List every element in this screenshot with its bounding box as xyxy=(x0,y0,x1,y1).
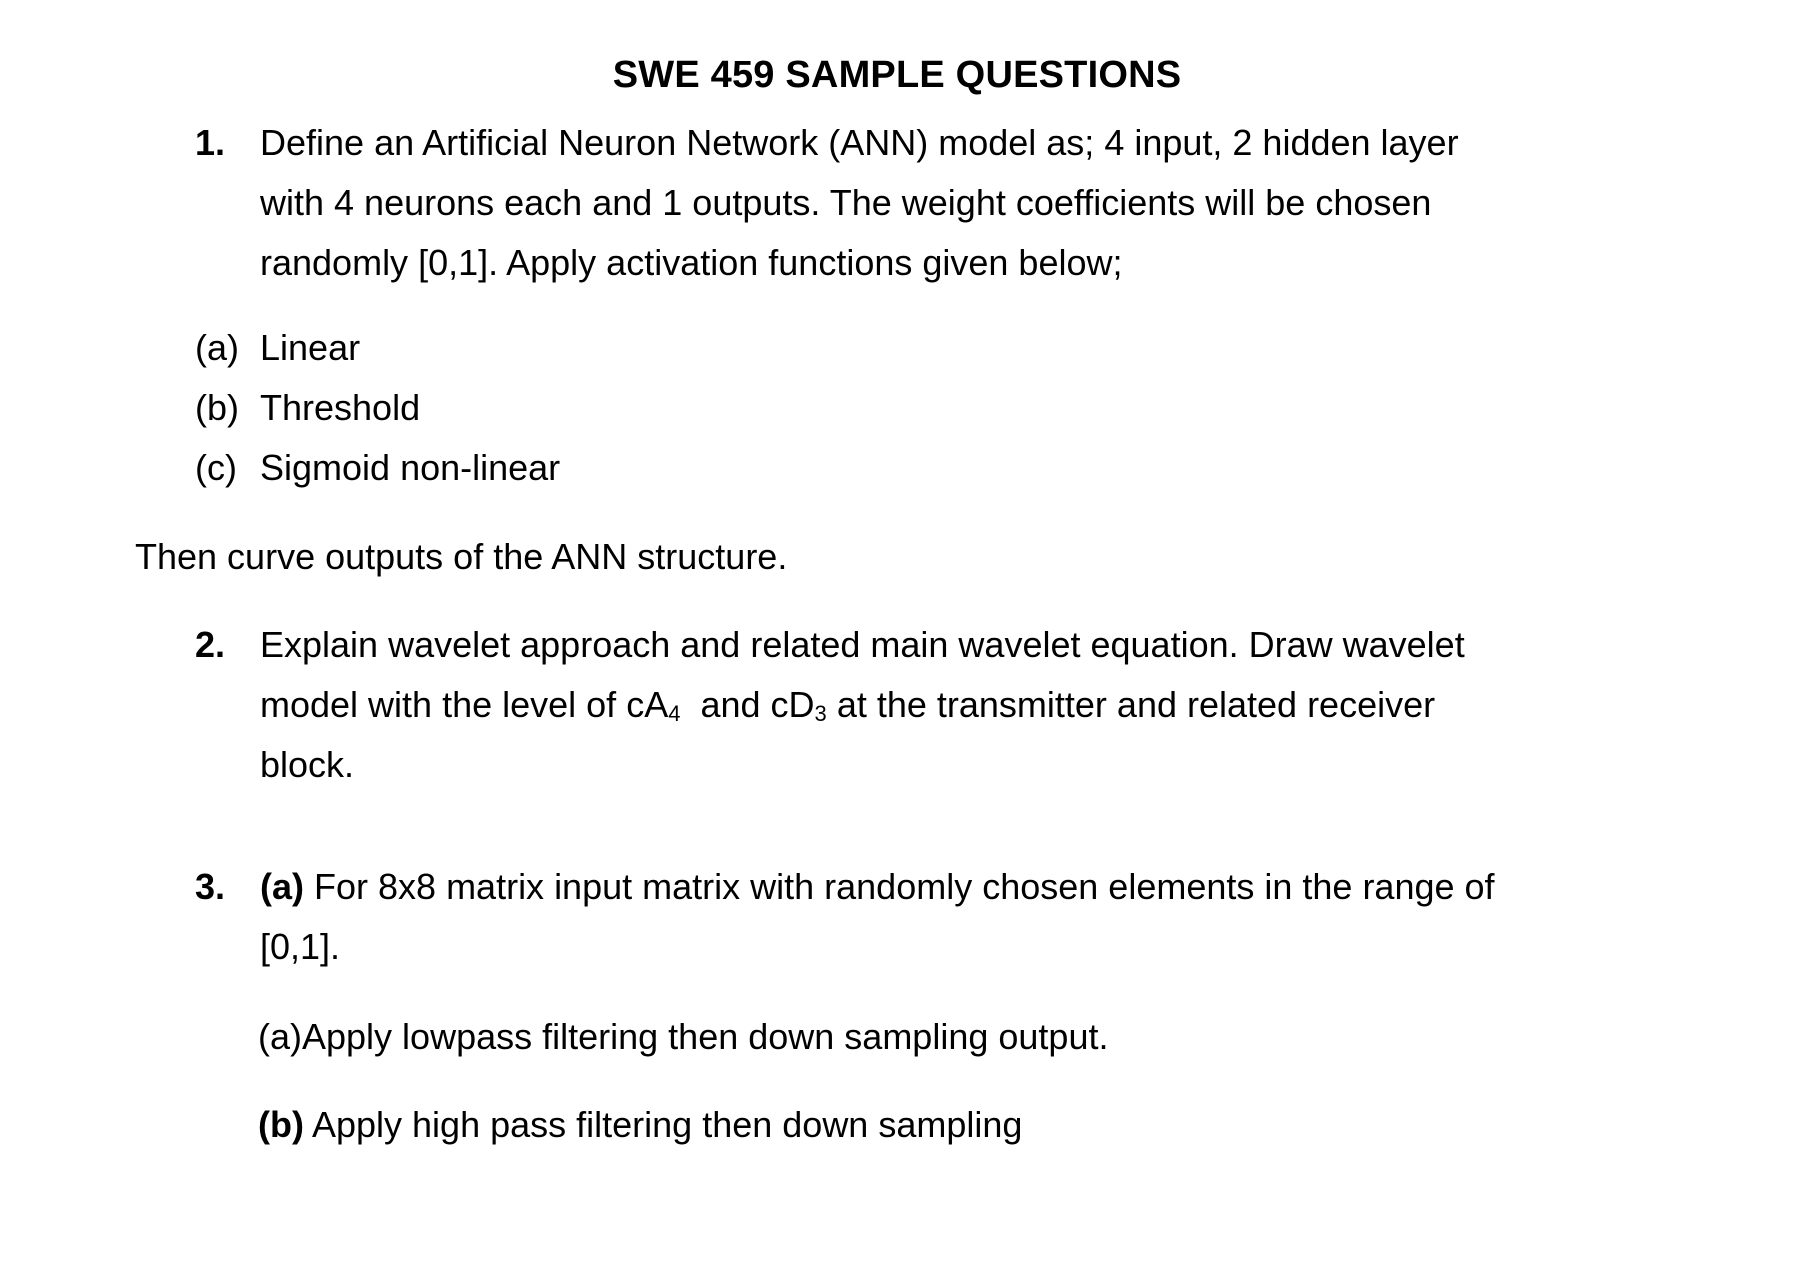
question-3-label-b: (b) xyxy=(258,1104,304,1145)
question-1-text xyxy=(260,113,1700,293)
question-3-subitem-a: (a)Apply lowpass filtering then down sampling output. xyxy=(258,1016,1109,1057)
question-3-line-1 xyxy=(260,857,1700,917)
question-3-line-1-text: For 8x8 matrix input matrix with randomly chosen elements in the range of xyxy=(314,866,1495,907)
question-2-number: 2. xyxy=(195,624,226,665)
item-c-marker: (c) xyxy=(195,447,237,488)
document-title: SWE 459 SAMPLE QUESTIONS xyxy=(612,54,1182,96)
question-2-line-3: block. xyxy=(260,744,355,785)
question-1-line-2: with 4 neurons each and 1 outputs. The weight coefficients will be chosen xyxy=(260,182,1432,223)
question-1-followup: Then curve outputs of the ANN structure. xyxy=(135,536,788,577)
question-3-line-2: [0,1]. xyxy=(260,926,341,967)
question-2-text xyxy=(260,615,1700,795)
question-1-item-a xyxy=(195,318,360,378)
question-3-subitem-b-text: Apply high pass filtering then down sampling xyxy=(311,1104,1023,1145)
item-b-marker: (b) xyxy=(195,387,239,428)
question-3-number: 3. xyxy=(195,866,226,907)
question-3-text xyxy=(260,857,1700,977)
question-2-line-2 xyxy=(260,675,1700,735)
question-1-item-b xyxy=(195,378,420,438)
question-3-label-a: (a) xyxy=(260,866,304,907)
item-b-text: Threshold xyxy=(260,387,421,428)
q2-line2-part-a: model with the level of cA xyxy=(260,684,669,725)
question-1-line-3: randomly [0,1]. Apply activation functions given below; xyxy=(260,242,1123,283)
item-a-text: Linear xyxy=(260,327,361,368)
subscript-3: 3 xyxy=(814,701,827,726)
q2-line2-part-c: at the transmitter and related receiver xyxy=(836,684,1436,725)
question-1-number: 1. xyxy=(195,122,226,163)
question-3-subitem-b xyxy=(258,1095,1022,1155)
subscript-4: 4 xyxy=(668,701,681,726)
q2-line2-part-b: and cD xyxy=(700,684,815,725)
item-c-text: Sigmoid non-linear xyxy=(260,447,561,488)
question-1-item-c xyxy=(195,438,560,498)
question-2-line-1: Explain wavelet approach and related main wavelet equation. Draw wavelet xyxy=(260,624,1465,665)
item-a-marker: (a) xyxy=(195,327,239,368)
question-1-line-1: Define an Artificial Neuron Network (ANN) model as; 4 input, 2 hidden layer xyxy=(260,122,1459,163)
